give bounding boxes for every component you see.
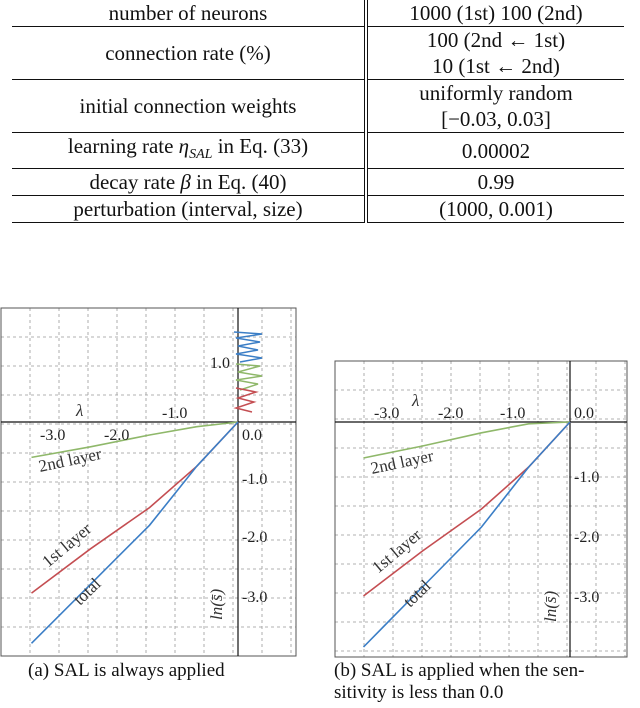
x-tick-label: 0.0	[242, 427, 262, 444]
curve-label-1st-layer: 1st layer	[38, 519, 96, 572]
table-row	[12, 80, 624, 133]
y-axis-label: ln(s̄)	[207, 588, 226, 620]
caption-line: sitivity is less than 0.0	[334, 682, 504, 703]
lambda-label: λ	[412, 391, 420, 410]
curve-label-total: total	[69, 574, 105, 609]
caption-line: (b) SAL is applied when the sen-	[334, 660, 585, 681]
table-row	[12, 0, 624, 27]
param-value: 0.99	[366, 169, 624, 196]
param-label: initial connection weights	[12, 80, 366, 133]
curve-label-1st-layer: 1st layer	[368, 525, 426, 578]
param-value	[366, 80, 624, 133]
y-tick-label: 1.0	[210, 355, 230, 372]
y-tick-label: -1.0	[574, 469, 600, 486]
param-value: (1000, 0.001)	[366, 196, 624, 223]
series-1st-layer-line	[32, 422, 239, 593]
curve-label-total: total	[399, 576, 435, 611]
param-label: learning rate $\eta_{SAL}$ in Eq. (33)	[12, 133, 366, 169]
x-tick-label: -2.0	[438, 405, 464, 422]
x-tick-label: -3.0	[374, 405, 400, 422]
figure-a-caption: (a) SAL is always applied	[28, 660, 225, 681]
param-label: number of neurons	[108, 1, 268, 25]
x-tick-label: -1.0	[500, 405, 526, 422]
y-tick-label: -2.0	[574, 529, 600, 546]
parameters-table	[12, 0, 624, 223]
param-value-line: 10 (1st ← 2nd)	[432, 54, 560, 78]
figure-a-plot	[0, 300, 300, 660]
table-row	[12, 133, 624, 169]
param-value-line: [−0.03, 0.03]	[441, 107, 551, 131]
lambda-label: λ	[76, 401, 84, 420]
curve-label-2nd-layer: 2nd layer	[36, 444, 104, 476]
param-label: decay rate β in Eq. (40)	[12, 169, 366, 196]
curve-label-2nd-layer: 2nd layer	[368, 446, 436, 478]
y-axis-label: ln(s̄)	[541, 590, 560, 622]
table-row	[12, 196, 624, 223]
y-tick-label: -3.0	[574, 589, 600, 606]
param-value: 0.00002	[366, 133, 624, 169]
x-tick-label: 0.0	[574, 405, 594, 422]
y-tick-label: -2.0	[242, 529, 268, 546]
x-tick-label: -3.0	[40, 427, 66, 444]
param-value: 1000 (1st) 100 (2nd)	[366, 0, 624, 27]
param-value	[366, 27, 624, 80]
figure-b-caption	[334, 660, 584, 704]
table-row	[12, 27, 624, 80]
series-2nd-layer-line	[364, 422, 571, 458]
y-tick-label: -3.0	[242, 589, 268, 606]
param-value-line: 100 (2nd ← 1st)	[426, 28, 566, 52]
figure-b-plot	[334, 360, 630, 660]
x-tick-label: -1.0	[162, 405, 188, 422]
table-row	[12, 169, 624, 196]
param-value-line: uniformly random	[419, 81, 573, 105]
param-label: perturbation (interval, size)	[12, 196, 366, 223]
y-tick-label: -1.0	[242, 471, 268, 488]
x-tick-label: -2.0	[104, 427, 130, 444]
param-label: connection rate (%)	[12, 27, 366, 80]
